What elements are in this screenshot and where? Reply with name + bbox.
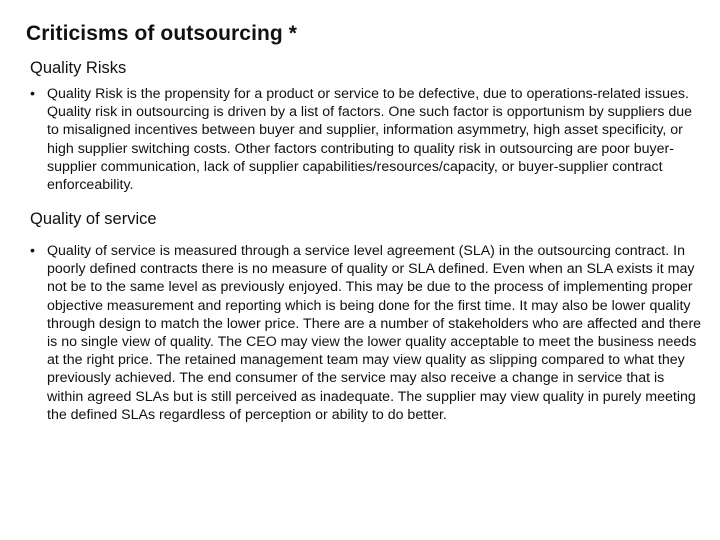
page-title: Criticisms of outsourcing * (26, 22, 298, 45)
bullet-text-quality-of-service: Quality of service is measured through a service level agreement (SLA) in the outsourcing contract. In poorly defined contracts there is no measure of quality or SLA defined. Even when an SLA exists it may not be to the same level as previously enjoyed. This may be due to the process of implementing proper objective measurement and reporting which is being done for the first time. It may also be lower quality through design to match the lower price. There are a number of stakeholders who are affected and there is no single view of quality. The CEO may view the lower quality acceptable to meet the business needs at the right price. The retained management team may view quality as slipping compared to what they previously achieved. The end consumer of the service may also receive a change in service that is within agreed SLAs but is still perceived as inadequate. The supplier may view quality in purely meeting the defined SLAs regardless of perception or ability to do better. (47, 243, 702, 423)
section-heading-quality-of-service: Quality of service (30, 210, 157, 228)
bullet-text-quality-risks: Quality Risk is the propensity for a product or service to be defective, due to operations-related issues. Quality risk in outsourcing is driven by a list of factors. One such factor is opportunism by suppliers due to misaligned incentives between buyer and supplier, information asymmetry, high asset specificity, or high supplier switching costs. Other factors contributing to quality risk in outsourcing are poor buyer-supplier communication, lack of supplier capabilities/resources/capacity, or buyer-supplier contract enforceability. (47, 86, 693, 194)
bullet-icon: • (30, 243, 35, 259)
section-heading-quality-risks: Quality Risks (30, 59, 127, 77)
bullet-icon: • (30, 86, 35, 102)
bullet-item-quality-risks (30, 85, 702, 194)
bullet-item-quality-of-service (30, 242, 702, 424)
